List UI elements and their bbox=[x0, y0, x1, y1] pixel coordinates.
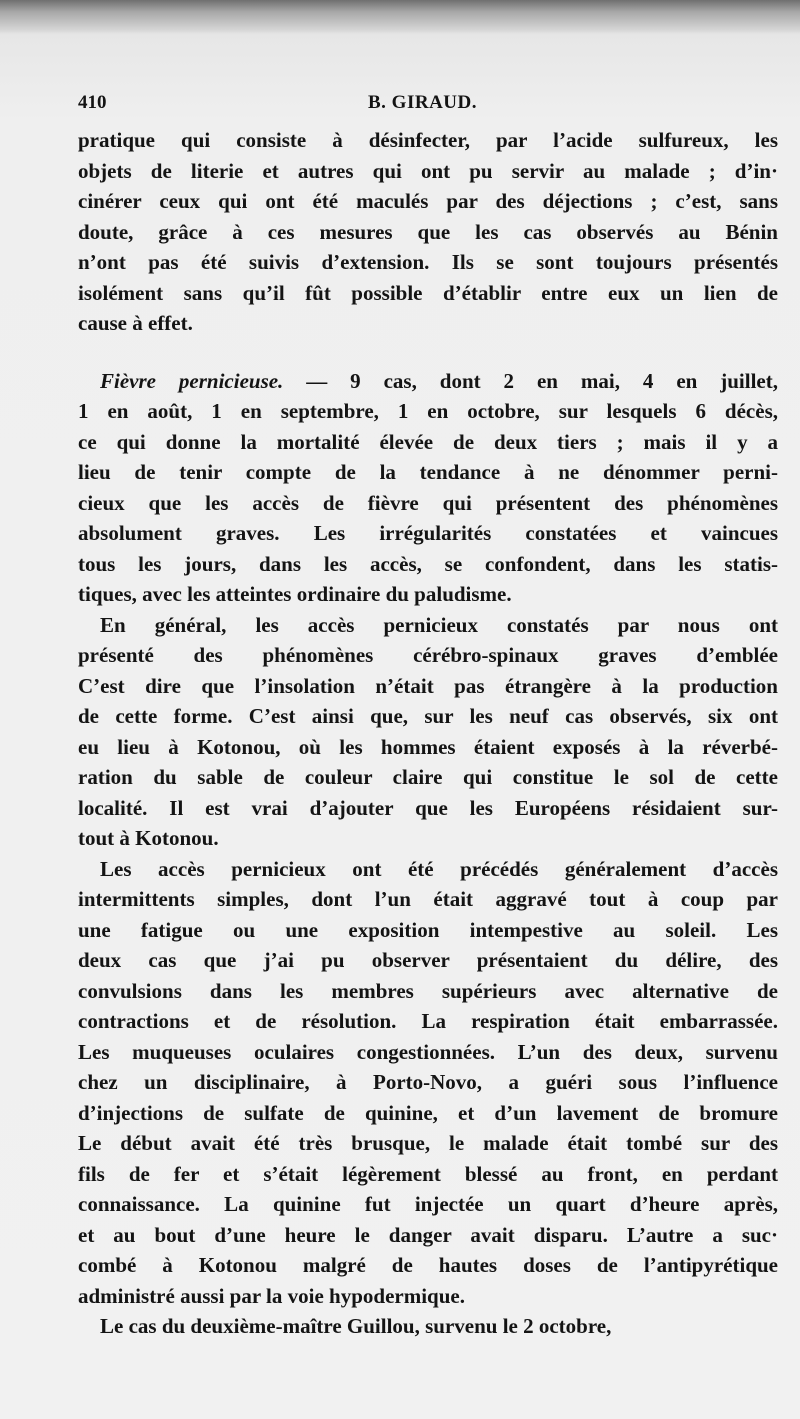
text-line: une fatigue ou une exposition intempestive au soleil. Les bbox=[78, 917, 778, 942]
text-line: chez un disciplinaire, à Porto-Novo, a guéri sous l’influence bbox=[78, 1070, 778, 1094]
text-line: d’injections de sulfate de quinine, et d’un lavement de bromure bbox=[78, 1100, 778, 1125]
text-line: contractions et de résolution. La respiration était embarrassée. bbox=[78, 1009, 778, 1033]
text-line: connaissance. La quinine fut injectée un quart d’heure après, bbox=[78, 1192, 778, 1216]
text-line: administré aussi par la voie hypodermique. bbox=[78, 1283, 465, 1308]
text-run: — 9 cas, dont 2 en mai, 4 en juillet, bbox=[283, 368, 778, 393]
text-line: cieux que les accès de fièvre qui présentent des phénomènes bbox=[78, 490, 778, 515]
text-line: objets de literie et autres qui ont pu servir au malade ; d’in· bbox=[78, 158, 778, 183]
text-line: et au bout d’une heure le danger avait disparu. L’autre a suc· bbox=[78, 1222, 778, 1247]
text-line: tiques, avec les atteintes ordinaire du paludisme. bbox=[78, 582, 512, 606]
paragraph-disinfection bbox=[78, 125, 778, 339]
text-line: présenté des phénomènes cérébro-spinaux graves d’emblée bbox=[78, 643, 778, 667]
text-line: convulsions dans les membres supérieurs avec alternative de bbox=[78, 978, 778, 1003]
text-line: Le début avait été très brusque, le malade était tombé sur des bbox=[78, 1131, 778, 1155]
text-line: cause à effet. bbox=[78, 311, 193, 335]
body-text bbox=[78, 125, 778, 1342]
text-line: deux cas que j’ai pu observer présentaient du délire, des bbox=[78, 948, 778, 972]
scan-top-edge bbox=[0, 0, 800, 34]
text-line: lieu de tenir compte de la tendance à ne dénommer perni- bbox=[78, 460, 778, 484]
paragraph-guillou bbox=[78, 1311, 778, 1342]
text-line: Les accès pernicieux ont été précédés généralement d’accès bbox=[100, 856, 778, 881]
text-line: pratique qui consiste à désinfecter, par l’acide sulfureux, les bbox=[78, 128, 778, 152]
section-heading: Fièvre pernicieuse. bbox=[100, 368, 284, 393]
text-line: fils de fer et s’était légèrement blessé au front, en perdant bbox=[78, 1161, 778, 1186]
text-line: ration du sable de couleur claire qui constitue le sol de cette bbox=[78, 765, 778, 789]
text-line: cinérer ceux qui ont été maculés par des déjections ; c’est, sans bbox=[78, 189, 778, 213]
page-number: 410 bbox=[78, 92, 107, 113]
text-line: combé à Kotonou malgré de hautes doses de l’antipyrétique bbox=[78, 1253, 778, 1277]
text-line bbox=[78, 366, 778, 397]
running-head: B. GIRAUD. bbox=[368, 92, 477, 113]
text-line: n’ont pas été suivis d’extension. Ils se sont toujours présentés bbox=[78, 250, 778, 274]
text-line: de cette forme. C’est ainsi que, sur les neuf cas observés, six ont bbox=[78, 704, 778, 728]
paragraph-attacks bbox=[78, 854, 778, 1312]
text-line: tout à Kotonou. bbox=[78, 826, 219, 850]
page-header bbox=[78, 92, 778, 122]
text-line: 1 en août, 1 en septembre, 1 en octobre, sur lesquels 6 décès, bbox=[78, 399, 778, 423]
text-line: doute, grâce à ces mesures que les cas observés au Bénin bbox=[78, 219, 778, 244]
text-line: C’est dire que l’insolation n’était pas étrangère à la production bbox=[78, 673, 778, 698]
paragraph-general bbox=[78, 610, 778, 854]
text-line: isolément sans qu’il fût possible d’établir entre eux un lien de bbox=[78, 280, 778, 305]
text-line: ce qui donne la mortalité élevée de deux tiers ; mais il y a bbox=[78, 429, 778, 454]
text-line: tous les jours, dans les accès, se confondent, dans les statis- bbox=[78, 551, 778, 576]
text-line: intermittents simples, dont l’un était aggravé tout à coup par bbox=[78, 887, 778, 911]
text-line: absolument graves. Les irrégularités constatées et vaincues bbox=[78, 521, 778, 545]
text-line: Le cas du deuxième-maître Guillou, survenu le 2 octobre, bbox=[100, 1314, 612, 1338]
text-line: En général, les accès pernicieux constatés par nous ont bbox=[100, 612, 778, 637]
text-line: Les muqueuses oculaires congestionnées. L’un des deux, survenu bbox=[78, 1039, 778, 1064]
text-line: localité. Il est vrai d’ajouter que les Européens résidaient sur- bbox=[78, 795, 778, 820]
paragraph-pernicious-fever bbox=[78, 366, 778, 610]
text-line: eu lieu à Kotonou, où les hommes étaient exposés à la réverbé- bbox=[78, 734, 778, 759]
